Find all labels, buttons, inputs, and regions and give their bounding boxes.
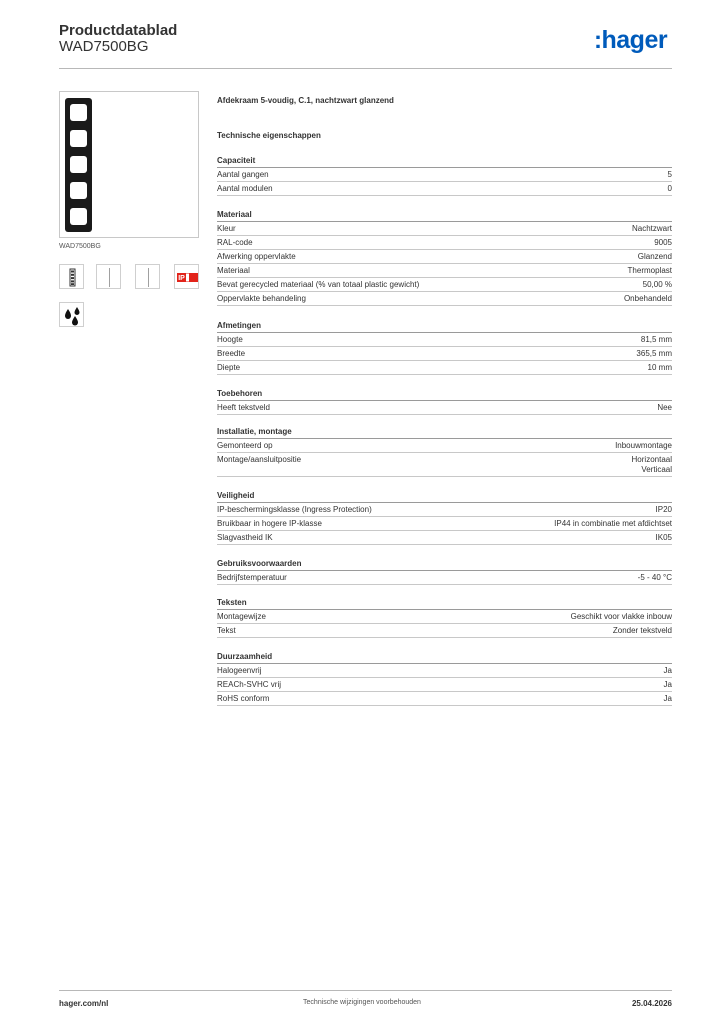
product-image xyxy=(59,91,199,238)
spec-row xyxy=(217,503,672,517)
spec-section xyxy=(217,426,672,477)
spec-section xyxy=(217,388,672,415)
spec-label: Diepte xyxy=(217,363,241,372)
spec-value xyxy=(654,238,672,248)
spec-value xyxy=(656,505,672,515)
vertical-line-icon xyxy=(96,264,121,289)
spec-label: Montagewijze xyxy=(217,612,266,621)
spec-section-title: Capaciteit xyxy=(217,155,672,168)
spec-value xyxy=(628,266,672,276)
ip-badge-text: IP xyxy=(178,275,185,283)
spec-value xyxy=(554,519,672,529)
spec-value xyxy=(632,455,672,475)
spec-value-line: Ja xyxy=(663,666,672,675)
spec-label: Gemonteerd op xyxy=(217,441,273,450)
spec-section xyxy=(217,320,672,375)
spec-label: Slagvastheid IK xyxy=(217,533,273,542)
vertical-line-icon xyxy=(135,264,160,289)
spec-label: Tekst xyxy=(217,626,236,635)
frame-series-icon xyxy=(59,264,84,289)
spec-value xyxy=(648,363,672,373)
spec-value-line: Ja xyxy=(663,694,672,703)
spec-value-line: 5 xyxy=(667,170,672,179)
technical-properties-title: Technische eigenschappen xyxy=(217,131,321,140)
spec-row xyxy=(217,333,672,347)
spec-value-line: Nachtzwart xyxy=(631,224,672,233)
spec-label: RAL-code xyxy=(217,238,253,247)
spec-row xyxy=(217,453,672,477)
spec-value-line: Onbehandeld xyxy=(623,294,672,303)
spec-value-line: 10 mm xyxy=(647,363,672,372)
frame-window xyxy=(70,182,87,199)
spec-label: Breedte xyxy=(217,349,246,358)
spec-value-line: IK05 xyxy=(655,533,672,542)
spec-label: Bevat gerecycled materiaal (% van totaal plastic gewicht) xyxy=(217,280,420,289)
spec-label: RoHS conform xyxy=(217,694,270,703)
logo-text: hager xyxy=(601,26,668,54)
water-drops-icon xyxy=(59,302,84,327)
spec-value xyxy=(656,533,672,543)
spec-value xyxy=(571,612,672,622)
spec-value-line: Ja xyxy=(663,680,672,689)
spec-value xyxy=(657,403,672,413)
spec-row xyxy=(217,168,672,182)
frame-window xyxy=(70,130,87,147)
spec-value-line: IP44 in combinatie met afdichtset xyxy=(554,519,672,528)
spec-label: Aantal modulen xyxy=(217,184,273,193)
spec-label: Heeft tekstveld xyxy=(217,403,270,412)
spec-label: REACh-SVHC vrij xyxy=(217,680,282,689)
spec-section-title: Gebruiksvoorwaarden xyxy=(217,558,672,571)
spec-label: IP-beschermingsklasse (Ingress Protection) xyxy=(217,505,372,514)
frame-window xyxy=(70,156,87,173)
spec-label: Materiaal xyxy=(217,266,250,275)
spec-section xyxy=(217,155,672,196)
spec-section-title: Installatie, montage xyxy=(217,426,672,439)
spec-label: Montage/aansluitpositie xyxy=(217,455,302,464)
spec-section xyxy=(217,209,672,306)
spec-value-line: 81,5 mm xyxy=(640,335,672,344)
spec-row xyxy=(217,250,672,264)
spec-row xyxy=(217,401,672,415)
frame-window xyxy=(70,208,87,225)
spec-row xyxy=(217,182,672,196)
hager-logo[interactable]: :hager xyxy=(594,26,668,54)
spec-section-title: Teksten xyxy=(217,597,672,610)
product-description: Afdekraam 5-voudig, C.1, nachtzwart glanzend xyxy=(217,96,394,105)
spec-value-line: Thermoplast xyxy=(627,266,672,275)
spec-row xyxy=(217,347,672,361)
spec-value xyxy=(643,280,672,290)
spec-label: Bedrijfstemperatuur xyxy=(217,573,287,582)
spec-label: Halogeenvrij xyxy=(217,666,262,675)
spec-label: Bruikbaar in hogere IP-klasse xyxy=(217,519,322,528)
spec-value-line: Verticaal xyxy=(641,465,672,474)
spec-row xyxy=(217,236,672,250)
spec-value-line: -5 - 40 °C xyxy=(637,573,672,582)
spec-value xyxy=(664,680,672,690)
spec-section-title: Veiligheid xyxy=(217,490,672,503)
spec-value-line: 50,00 % xyxy=(642,280,672,289)
spec-row xyxy=(217,664,672,678)
spec-value-line: 0 xyxy=(667,184,672,193)
spec-section-title: Duurzaamheid xyxy=(217,651,672,664)
spec-row xyxy=(217,264,672,278)
spec-value-line: 365,5 mm xyxy=(636,349,672,358)
spec-label: Oppervlakte behandeling xyxy=(217,294,306,303)
page-title: Productdatablad xyxy=(59,22,178,39)
frame-window xyxy=(70,104,87,121)
spec-value xyxy=(664,694,672,704)
spec-value xyxy=(636,349,672,359)
spec-label: Hoogte xyxy=(217,335,243,344)
footer-divider xyxy=(59,990,672,991)
spec-value xyxy=(641,335,672,345)
spec-value xyxy=(664,666,672,676)
spec-value xyxy=(668,170,672,180)
spec-value-line: Zonder tekstveld xyxy=(612,626,672,635)
spec-section-title: Afmetingen xyxy=(217,320,672,333)
ip-rating-icon xyxy=(174,264,199,289)
spec-row xyxy=(217,278,672,292)
spec-row xyxy=(217,571,672,585)
product-image-caption: WAD7500BG xyxy=(59,243,101,250)
spec-row xyxy=(217,624,672,638)
spec-row xyxy=(217,292,672,306)
spec-section-title: Materiaal xyxy=(217,209,672,222)
spec-value-line: Nee xyxy=(657,403,672,412)
spec-value-line: Horizontaal xyxy=(631,455,672,464)
spec-section-title: Toebehoren xyxy=(217,388,672,401)
spec-row xyxy=(217,361,672,375)
spec-value xyxy=(638,573,672,583)
spec-row xyxy=(217,610,672,624)
spec-value-line: IP20 xyxy=(655,505,672,514)
spec-row xyxy=(217,678,672,692)
spec-value xyxy=(638,252,672,262)
spec-row xyxy=(217,531,672,545)
spec-value xyxy=(624,294,672,304)
header-divider xyxy=(59,68,672,69)
footer-website[interactable]: hager.com/nl xyxy=(59,999,109,1008)
spec-section xyxy=(217,597,672,638)
spec-value xyxy=(613,626,672,636)
spec-section xyxy=(217,651,672,706)
spec-value-line: Inbouwmontage xyxy=(615,441,672,450)
spec-label: Afwerking oppervlakte xyxy=(217,252,296,261)
spec-label: Kleur xyxy=(217,224,236,233)
spec-row xyxy=(217,439,672,453)
footer-date: 25.04.2026 xyxy=(631,999,672,1008)
spec-value xyxy=(668,184,672,194)
spec-value xyxy=(615,441,672,451)
spec-value-line: Geschikt voor vlakke inbouw xyxy=(570,612,672,621)
product-code: WAD7500BG xyxy=(59,38,149,55)
spec-value-line: Glanzend xyxy=(637,252,672,261)
spec-value xyxy=(632,224,672,234)
spec-row xyxy=(217,222,672,236)
spec-row xyxy=(217,517,672,531)
spec-row xyxy=(217,692,672,706)
spec-value-line: 9005 xyxy=(654,238,672,247)
spec-label: Aantal gangen xyxy=(217,170,269,179)
spec-section xyxy=(217,490,672,545)
footer-disclaimer: Technische wijzigingen voorbehouden xyxy=(303,999,421,1006)
frame-illustration xyxy=(65,98,92,232)
spec-section xyxy=(217,558,672,585)
